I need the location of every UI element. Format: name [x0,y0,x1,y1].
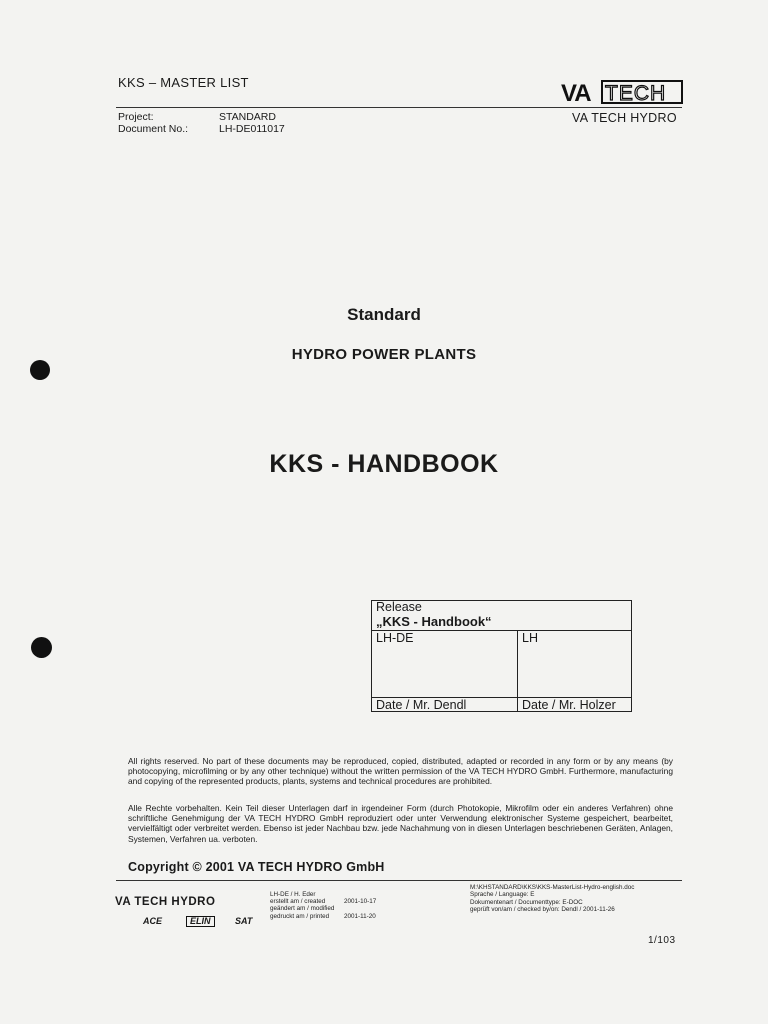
project-label: Project: [118,111,154,123]
company-name: VA TECH HYDRO [572,111,677,125]
document-number-value: LH-DE011017 [219,123,285,135]
release-left-column: LH-DE [376,631,414,645]
main-title: KKS - HANDBOOK [269,450,499,478]
footer-file-path: M:\KHSTANDARD\KKS\KKS-MasterList-Hydro-english.doc [470,884,635,891]
release-right-signature: Date / Mr. Holzer [522,698,616,712]
document-number-label: Document No.: [118,123,189,135]
legal-english: All rights reserved. No part of these documents may be reproduced, copied, distributed, adapted or recorded in any form or by any means (by photocopying, microfilming or by any other technique) without the written permission of the VA TECH HYDRO GmbH. Furthermore, manufacturing and copying of the represented products, plants, systems and technical procedures are prohibited. [128,756,673,787]
copyright: Copyright © 2001 VA TECH HYDRO GmbH [128,860,385,874]
standard-title: Standard [347,305,421,324]
project-value: STANDARD [219,111,276,123]
release-heading: Release [376,600,422,614]
footer-divider [116,880,682,881]
footer-printed-date: 2001-11-20 [344,913,376,920]
footer-document-type: Dokumentenart / Documenttype: E-DOC [470,899,583,906]
footer-printed-label: gedruckt am / printed [270,913,330,920]
punch-hole-mark-top [30,360,50,380]
header-divider [116,107,682,108]
footer-created-label: erstellt am / created [270,898,326,905]
document-header-title: KKS – MASTER LIST [118,75,249,90]
footer-created-date: 2001-10-17 [344,898,377,905]
release-column-divider [517,630,518,712]
brand-elin: ELIN [186,916,215,927]
brand-ace: ACE [143,916,163,926]
release-document-name: „KKS - Handbook“ [376,614,492,629]
va-tech-logo [560,79,688,105]
subtitle: HYDRO POWER PLANTS [291,346,477,363]
logo-tech: TECH [605,82,667,105]
page-number: 1/103 [648,935,676,946]
footer-language: Sprache / Language: E [470,891,535,898]
logo-va: VA [561,80,591,105]
punch-hole-mark-bottom [31,637,52,658]
release-left-signature: Date / Mr. Dendl [376,698,467,712]
brand-sat: SAT [235,916,253,926]
legal-german: Alle Rechte vorbehalten. Kein Teil dieser Unterlagen darf in irgendeiner Form (durch Photokopie, Mikrofilm oder ein anderes Verfahren) ohne schriftliche Genehmigung der VA TECH HYDRO GmbH reproduziert oder unter Verwendung elektronischer Systeme gespeichert, bearbeitet, vervielfältigt oder verbreitet werden. Ebenso ist jeder Nachbau bzw. jede Nachahmung von in diesen Unterlagen beschriebenen Geräten, Anlagen, Systemen, Verfahren ua. verboten. [128,803,673,844]
release-right-column: LH [522,631,538,645]
footer-author: LH-DE / H. Eder [270,891,316,898]
footer-modified-label: geändert am / modified [270,905,335,912]
footer-checked: geprüft von/am / checked by/on: Dendl / 2001-11-26 [470,906,615,913]
footer-company: VA TECH HYDRO [115,896,216,908]
